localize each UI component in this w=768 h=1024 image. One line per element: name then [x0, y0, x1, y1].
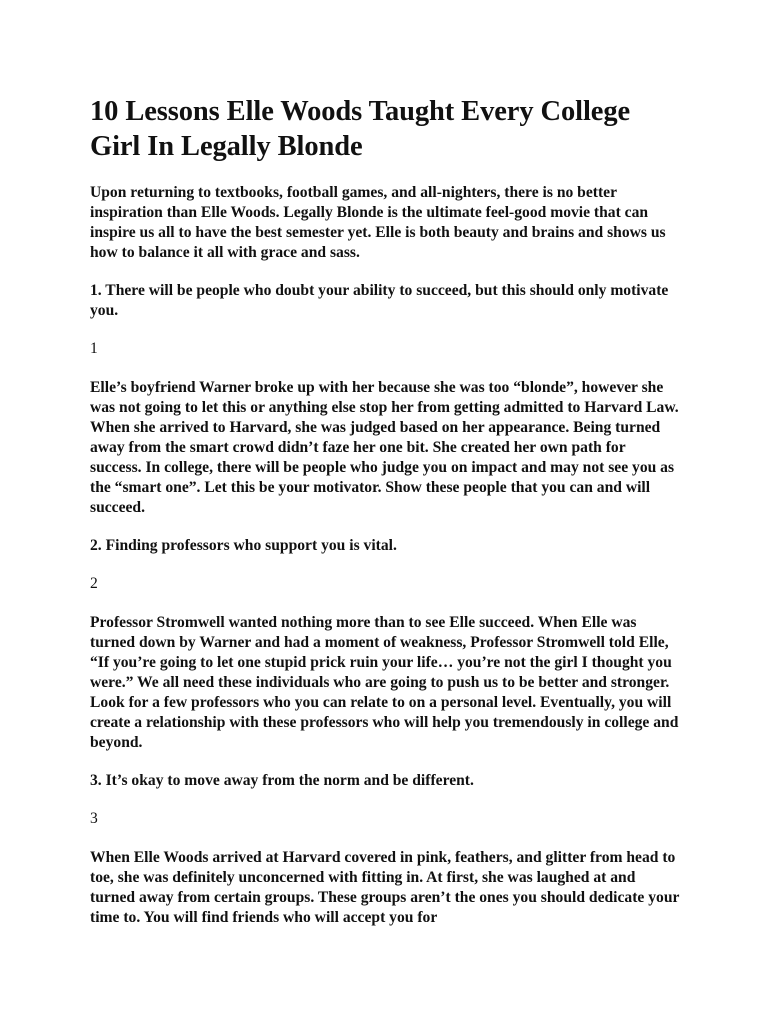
- lesson-3-body: When Elle Woods arrived at Harvard covered in pink, feathers, and glitter from head to toe, she was definitely unconcerned with fitting in. At first, she was laughed at and turned away from certain groups. These groups aren’t the ones you should dedicate your time to. You will find friends who will accept you for: [90, 849, 680, 926]
- lesson-2-heading: 2. Finding professors who support you is vital.: [90, 537, 397, 554]
- lesson-3-heading: 3. It’s okay to move away from the norm and be different.: [90, 772, 474, 789]
- article-intro: Upon returning to textbooks, football games, and all-nighters, there is no better inspiration than Elle Woods. Legally Blonde is the ultimate feel-good movie that can inspire us all to have the best semester yet. Elle is both beauty and brains and shows us how to balance it all with grace and sass.: [90, 184, 666, 261]
- lesson-1-heading: 1. There will be people who doubt your ability to succeed, but this should only motivate you.: [90, 282, 669, 319]
- article-title: 10 Lessons Elle Woods Taught Every College Girl In Legally Blonde: [90, 96, 631, 162]
- lesson-1-image-number: 1: [90, 340, 98, 357]
- lesson-1-body: Elle’s boyfriend Warner broke up with her because she was too “blonde”, however she was not going to let this or anything else stop her from getting admitted to Harvard Law. When she arrived to Harvard, she was judged based on her appearance. Being turned away from the smart crowd didn’t faze her one bit. She created her own path for success. In college, there will be people who judge you on impact and may not see you as the “smart one”. Let this be your motivator. Show these people that you can and will succeed.: [90, 379, 679, 516]
- lesson-2-image-number: 2: [90, 575, 98, 592]
- lesson-2-body: Professor Stromwell wanted nothing more than to see Elle succeed. When Elle was turned down by Warner and had a moment of weakness, Professor Stromwell told Elle, “If you’re going to let one stupid prick ruin your life… you’re not the girl I thought you were.” We all need these individuals who are going to push us to be better and stronger. Look for a few professors who you can relate to on a personal level. Eventually, you will create a relationship with these professors who will help you tremendously in college and beyond.: [90, 614, 679, 751]
- document-page: [90, 94, 680, 946]
- lesson-3-image-number: 3: [90, 810, 98, 827]
